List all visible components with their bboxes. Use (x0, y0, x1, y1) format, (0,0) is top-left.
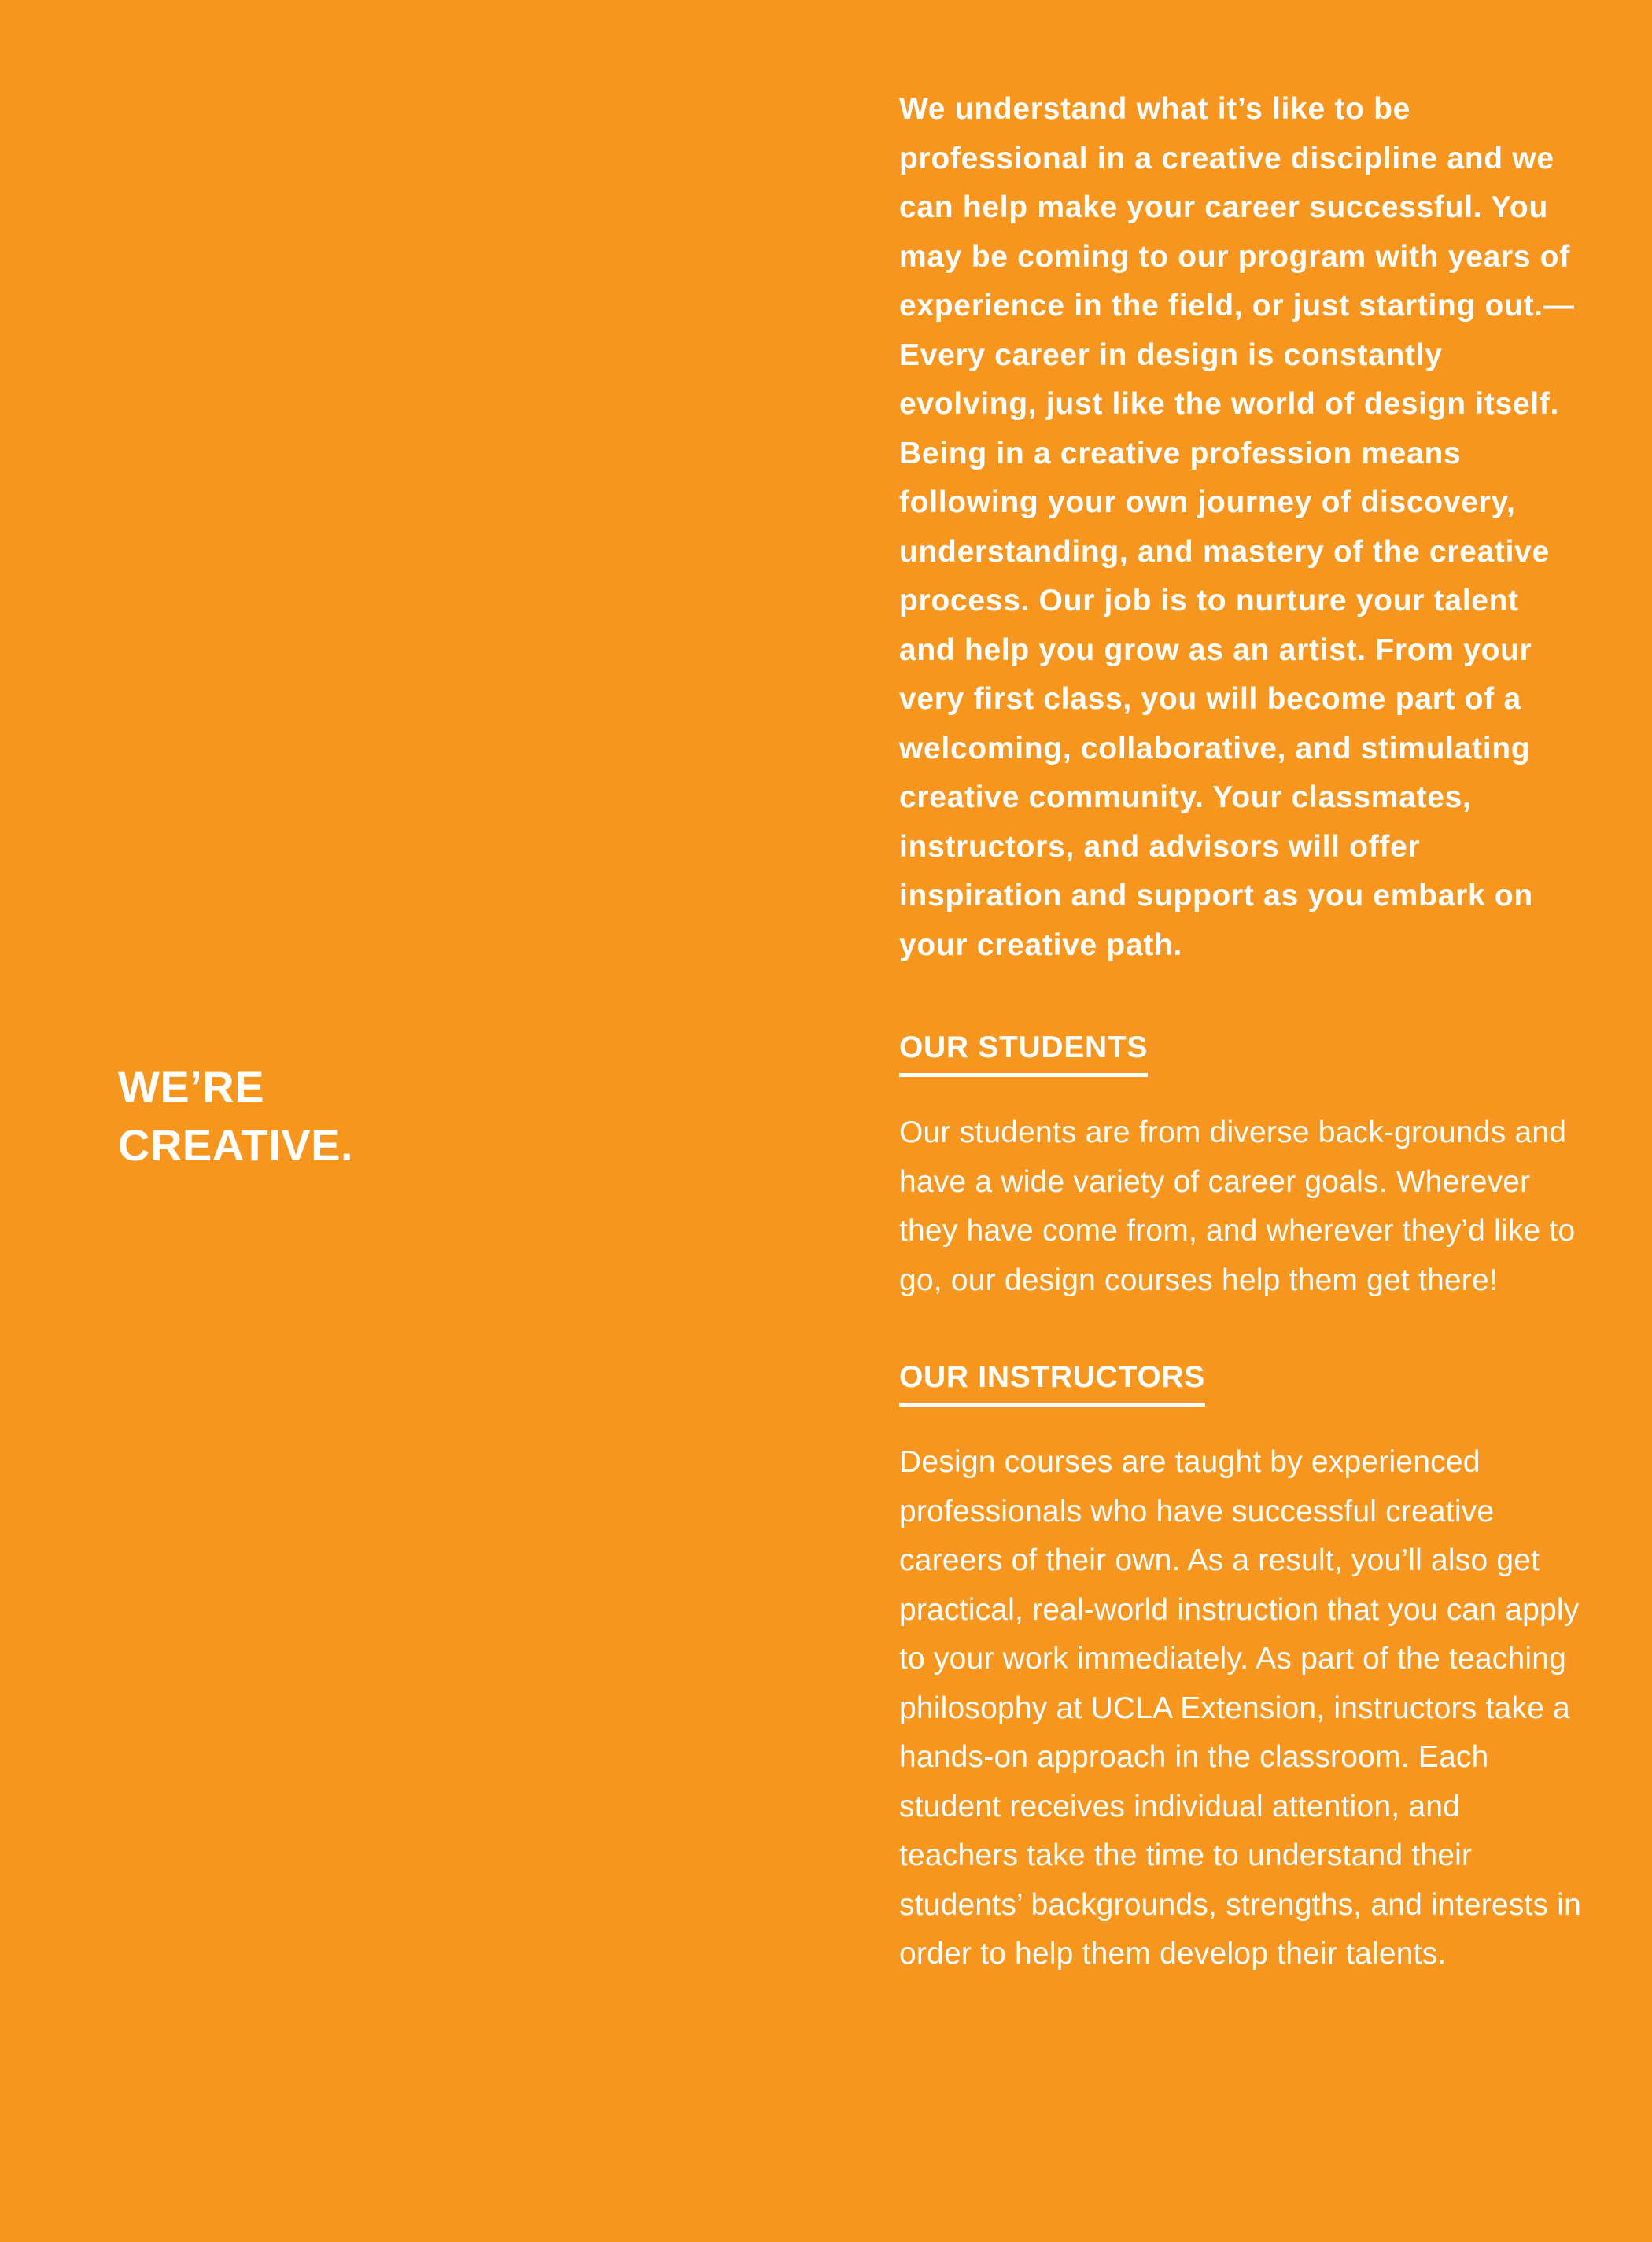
headline-line-2: CREATIVE. (118, 1120, 354, 1170)
instructors-heading: OUR INSTRUCTORS (899, 1359, 1205, 1407)
students-body: Our students are from diverse back-grounds and have a wide variety of career goals. Wherever they have come from, and wherever they’d like to go, our design courses help them get there! (899, 1115, 1576, 1297)
students-heading: OUR STUDENTS (899, 1029, 1148, 1077)
main-content (899, 85, 1584, 1979)
headline-line-1: WE’RE (118, 1062, 265, 1112)
page-headline (118, 1058, 353, 1174)
instructors-body: Design courses are taught by experienced professionals who have successful creative careers of their own. As a result, you’ll also get practical, real-world instruction that you can apply to your work immediately. As part of the teaching philosophy at UCLA Extension, instructors take a hands-on approach in the classroom. Each student receives individual attention, and teachers take the time to understand their students’ backgrounds, strengths, and interests in order to help them develop their talents. (899, 1445, 1582, 1971)
students-section (899, 970, 1584, 1305)
intro-paragraph: We understand what it’s like to be professional in a creative discipline and we can help make your career successful. You may be coming to our program with years of experience in the field, or just starting out.—Every career in design is constantly evolving, just like the world of design itself. Being in a creative profession means following your own journey of discovery, understanding, and mastery of the creative process. Our job is to nurture your talent and help you grow as an artist. From your very first class, you will become part of a welcoming, collaborative, and stimulating creative community. Your classmates, instructors, and advisors will offer inspiration and support as you embark on your creative path. (899, 92, 1575, 962)
instructors-section (899, 1305, 1584, 1979)
